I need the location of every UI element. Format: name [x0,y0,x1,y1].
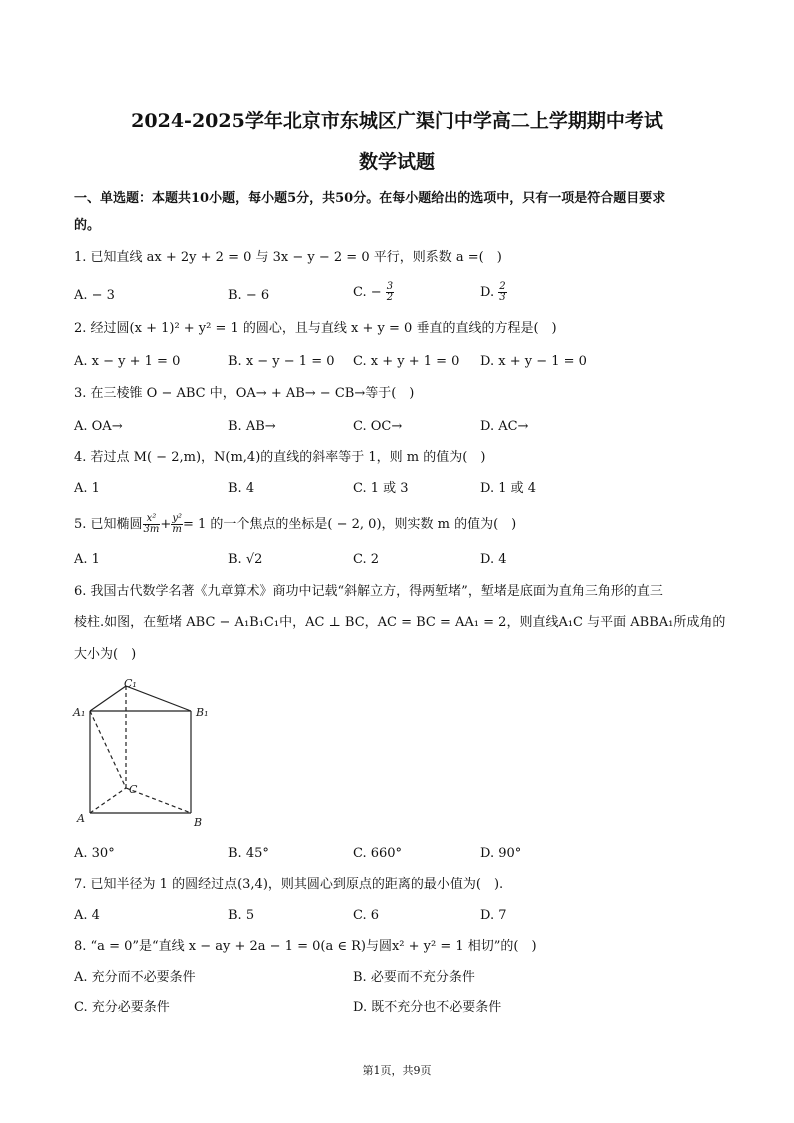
question-6-line2: 棱柱.如图，在堑堵 ABC − A₁B₁C₁中，AC ⊥ BC，AC = BC = AA₁ = 2，则直线A₁C 与平面 ABBA₁所成角的 [74,615,726,630]
label-c: C [129,783,138,796]
question-6-option-d: D. 90° [480,846,522,861]
label-b1: B₁ [196,706,209,719]
question-1-option-d-prefix: D. [480,285,495,300]
question-5-stem-post: = 1 的一个焦点的坐标是( − 2, 0)，则实数 m 的值为( ) [182,517,517,532]
question-7-option-d: D. 7 [480,908,507,923]
question-3-option-d: D. AC→ [480,419,529,434]
question-6-option-b: B. 45° [228,846,269,861]
question-2-stem: 2. 经过圆(x + 1)² + y² = 1 的圆心，且与直线 x + y = 0 垂直的直线的方程是( ) [74,321,557,336]
question-5-option-a: A. 1 [74,552,100,567]
question-5-stem [74,514,516,535]
question-6-line1: 6. 我国古代数学名著《九章算术》商功中记载“斜解立方，得两堑堵”，堑堵是底面为直角三角形的直三 [74,584,663,599]
question-5-stem-pre: 5. 已知椭圆 [74,517,143,532]
edge-a-c [90,788,126,813]
question-4-option-d: D. 1 或 4 [480,481,537,496]
question-1-stem: 1. 已知直线 ax + 2y + 2 = 0 与 3x − y − 2 = 0 平行，则系数 a =( ) [74,250,502,265]
question-3-stem: 3. 在三棱锥 O − ABC 中，OA→ + AB→ − CB→等于( ) [74,386,415,401]
prism-figure [72,676,222,834]
label-a1: A₁ [73,706,86,719]
question-6-line3: 大小为( ) [74,647,137,662]
question-2-option-d: D. x + y − 1 = 0 [480,354,587,369]
question-4-option-a: A. 1 [74,481,100,496]
label-b: B [194,816,203,829]
fraction: $\frac{\text{y²}}{m}$ [172,513,182,535]
question-6-option-c: C. 660° [353,846,403,861]
question-5-option-d: D. 4 [480,552,507,567]
question-5-option-b: B. √2 [228,552,263,567]
question-8-option-c: C. 充分必要条件 [74,1000,170,1015]
page-footer: 第1页，共9页 [362,1064,432,1077]
question-6-option-a: A. 30° [74,846,115,861]
question-4-option-b: B. 4 [228,481,255,496]
section-heading-line2: 的。 [74,218,101,233]
question-5-option-c: C. 2 [353,552,380,567]
question-2-option-a: A. x − y + 1 = 0 [74,354,181,369]
question-1-option-c-prefix: C. − [353,285,382,300]
question-3-option-c: C. OC→ [353,419,403,434]
question-1-option-d [480,282,507,303]
plus-sign: + [160,517,172,532]
exam-title: 2024-2025学年北京市东城区广渠门中学高二上学期期中考试 [131,110,663,132]
edge-a1-c1 [90,686,126,711]
question-8-option-d: D. 既不充分也不必要条件 [353,1000,502,1015]
question-7-option-c: C. 6 [353,908,380,923]
question-1-option-c [353,282,394,303]
question-1-option-a: A. − 3 [74,288,115,303]
fraction: $\frac{\text{x²}}{3m}$ [143,513,160,535]
question-8-option-b: B. 必要而不充分条件 [353,970,475,985]
question-3-option-b: B. AB→ [228,419,276,434]
question-8-stem: 8. “a = 0”是“直线 x − ay + 2a − 1 = 0(a ∈ R)与圆x² + y² = 1 相切”的( ) [74,939,537,954]
exam-subtitle: 数学试题 [358,151,435,173]
fraction: $\frac{2}{3}$ [499,281,506,303]
question-7-option-a: A. 4 [74,908,100,923]
question-2-option-c: C. x + y + 1 = 0 [353,354,460,369]
question-8-option-a: A. 充分而不必要条件 [74,970,196,985]
label-a: A [77,812,85,825]
question-1-option-b: B. − 6 [228,288,270,303]
segment-a1-c [90,711,126,788]
label-c1: C₁ [124,677,137,690]
question-7-stem: 7. 已知半径为 1 的圆经过点(3,4)，则其圆心到原点的距离的最小值为( ). [74,877,504,892]
question-3-option-a: A. OA→ [74,419,123,434]
question-7-option-b: B. 5 [228,908,255,923]
fraction: $\frac{3}{2}$ [386,281,394,303]
section-heading-line1: 一、单选题：本题共10小题，每小题5分，共50分。在每小题给出的选项中，只有一项是符合题目要求 [74,191,666,206]
question-4-option-c: C. 1 或 3 [353,481,409,496]
question-4-stem: 4. 若过点 M( − 2,m)，N(m,4)的直线的斜率等于 1，则 m 的值为( ) [74,450,486,465]
question-2-option-b: B. x − y − 1 = 0 [228,354,335,369]
